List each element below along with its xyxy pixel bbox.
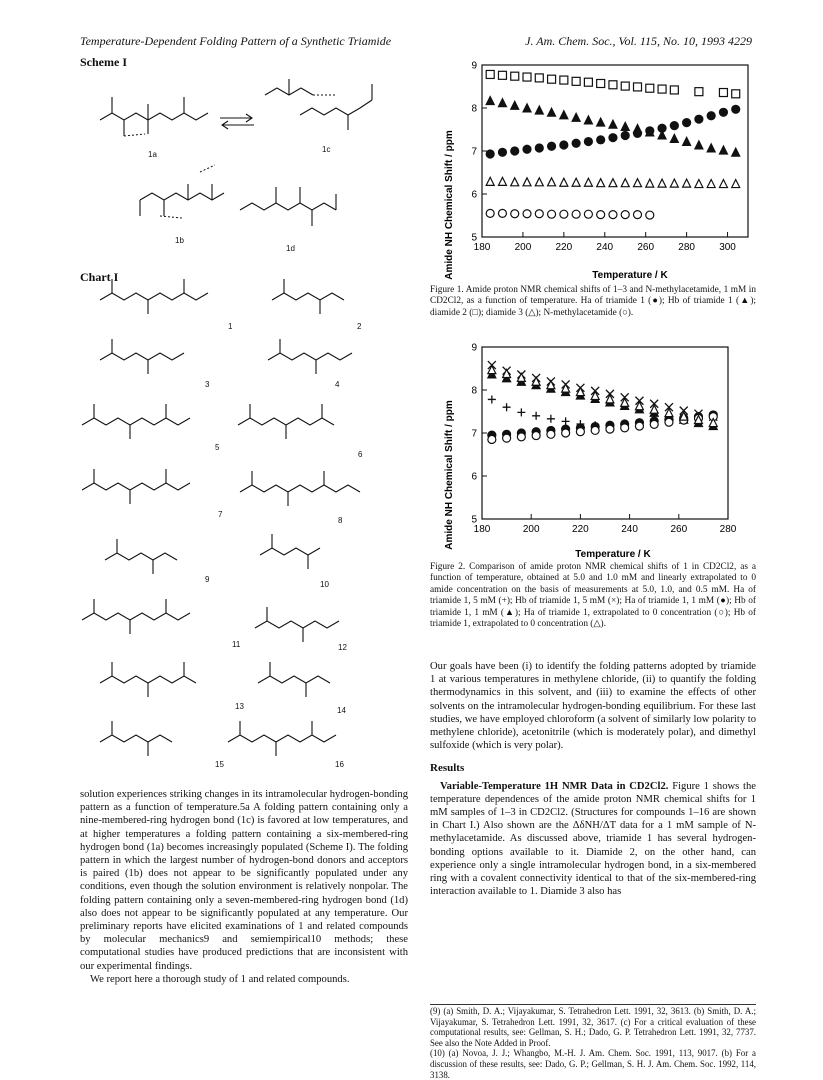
data-point-triangle-filled xyxy=(584,116,592,124)
chart-i-structure-7 xyxy=(82,483,190,490)
data-point-circle-filled xyxy=(584,138,592,146)
data-point-triangle-open xyxy=(523,178,531,186)
data-point-plus xyxy=(562,417,570,425)
data-point-circle-open xyxy=(535,210,543,218)
data-point-square-open xyxy=(535,74,543,82)
data-point-circle-filled xyxy=(719,108,727,116)
x-tick-label: 300 xyxy=(719,242,736,253)
data-point-square-open xyxy=(572,77,580,85)
x-tick-label: 200 xyxy=(514,242,532,253)
data-point-circle-open xyxy=(560,210,568,218)
x-tick-label: 180 xyxy=(473,242,491,253)
figure-2-chart xyxy=(430,335,760,560)
data-point-circle-filled xyxy=(498,148,506,156)
chart-i-structure-2 xyxy=(272,293,344,300)
data-point-triangle-filled xyxy=(486,97,494,105)
compound-number-8: 8 xyxy=(338,516,343,525)
data-point-triangle-open xyxy=(572,178,580,186)
data-point-square-open xyxy=(732,90,740,98)
right-paragraph-1: Our goals have been (i) to identify the folding patterns adopted by triamide 1 at various temperatures in methylene chloride, (ii) to quantify the folding thermodynamics in this solvent, and (iii) to examine the effects of other solvents on the intramolecular hydrogen-bonding equilibrium. For these last studies, we have employed chloroform (a solvent of similarly low polarity to methylene chloride), acetonitrile (which is moderately polar), and dimethyl sulfoxide (which is very polar). xyxy=(430,661,756,752)
data-point-triangle-open xyxy=(486,177,494,185)
data-point-triangle-open xyxy=(695,180,703,188)
data-point-triangle-filled xyxy=(548,108,556,116)
compound-number-7: 7 xyxy=(218,510,223,519)
x-tick-label: 260 xyxy=(637,242,655,253)
chart-i-structure-9 xyxy=(105,553,177,560)
footnote-divider xyxy=(430,1004,756,1005)
y-tick-label: 9 xyxy=(471,342,477,354)
x-tick-label: 220 xyxy=(572,524,589,535)
y-tick-label: 6 xyxy=(471,471,477,483)
data-point-circle-filled xyxy=(523,145,531,153)
data-point-triangle-open xyxy=(683,179,691,187)
left-paragraph-1: solution experiences striking changes in its intramolecular hydrogen-bonding pattern as a function of temperature.5a A folding pattern containing only a nine-membered-ring hydrogen bond (1c) is favored at low temperatures, and at higher temperatures a folding pattern containing a six-membered-ring hydrogen bond (1a) becomes increasingly populated (Scheme I). The folding pattern in which the largest number of hydrogen-bond donors and acceptors is paired (1b) does not appear to be significantly populated under any conditions, even though the solution environment is relatively nonpolar. The folding pattern containing only a seven-membered-ring hydrogen bond (1d) also does not appear to be significantly populated at any temperature. Our preliminary reports have elicited examinations of 1 and related compounds by molecular mechanics9 and semiempirical10 methods; these computational studies have produced predictions that are inconsistent with our experimental findings. xyxy=(80,789,408,972)
data-point-triangle-open xyxy=(609,179,617,187)
y-tick-label: 6 xyxy=(471,189,477,201)
compound-number-5: 5 xyxy=(215,443,220,452)
data-point-triangle-filled xyxy=(719,146,727,154)
data-point-square-open xyxy=(670,86,678,94)
x-tick-label: 180 xyxy=(473,524,491,535)
scheme-label-1a: 1a xyxy=(148,150,157,159)
data-point-circle-open xyxy=(562,429,570,437)
data-point-triangle-filled xyxy=(707,144,715,152)
x-tick-label: 280 xyxy=(719,524,737,535)
scheme-label-1b: 1b xyxy=(175,236,184,245)
data-point-square-open xyxy=(695,88,703,96)
data-point-circle-filled xyxy=(511,147,519,155)
x-tick-label: 260 xyxy=(670,524,688,535)
data-point-plus xyxy=(503,403,511,411)
data-point-circle-open xyxy=(606,425,614,433)
data-point-circle-filled xyxy=(707,112,715,120)
chart-i-structure-10 xyxy=(260,548,320,555)
x-tick-label: 200 xyxy=(522,524,540,535)
chart-i-structure-12 xyxy=(255,621,339,628)
figure-1-caption: Figure 1. Amide proton NMR chemical shifts of 1–3 and N-methylacetamide, 1 mM in CD2Cl2, as a function of temperature. Ha of triamide 1 (●); Hb of triamide 1 (▲); diamide 2 (□); diamide 3 (△); N-methylacetamide (○). xyxy=(430,285,756,318)
data-point-triangle-open xyxy=(591,391,599,399)
chart-i-structure-11 xyxy=(82,613,190,620)
data-point-square-open xyxy=(486,70,494,78)
chart-i-structure-13 xyxy=(100,676,196,683)
y-tick-label: 5 xyxy=(471,514,477,526)
chart-i-structure-14 xyxy=(258,676,330,683)
data-point-circle-open xyxy=(609,211,617,219)
chart-i-structure-16 xyxy=(228,735,336,742)
y-tick-label: 7 xyxy=(471,428,477,440)
data-point-circle-open xyxy=(486,209,494,217)
data-point-circle-filled xyxy=(609,134,617,142)
running-header-journal: J. Am. Chem. Soc., Vol. 115, No. 10, 1993 4229 xyxy=(525,34,752,48)
data-point-triangle-filled xyxy=(609,120,617,128)
data-point-triangle-open xyxy=(562,384,570,392)
data-point-circle-open xyxy=(665,418,673,426)
compound-number-13: 13 xyxy=(235,702,244,711)
data-point-circle-filled xyxy=(634,129,642,137)
y-tick-label: 9 xyxy=(471,60,477,72)
data-point-square-open xyxy=(634,83,642,91)
compound-number-4: 4 xyxy=(335,380,340,389)
figure-2-caption: Figure 2. Comparison of amide proton NMR chemical shifts of 1 in CD2Cl2, as a function of temperature, obtained at 5.0 and 1.0 mM and linearly extrapolated to 0 amide concentration on the basis of measurements at 5.0, 1.0, and 0.5 mM. Ha of triamide 1, 5 mM (+); Hb of triamide 1, 5 mM (×); Ha of triamide 1, 1 mM (●); Hb of triamide 1, 1 mM (▲); Ha of triamide 1, extrapolated to 0 concentration (○); Hb of triamide 1, extrapolated to 0 concentration (△). xyxy=(430,562,756,630)
chart-i-structure-5 xyxy=(82,418,190,425)
compound-number-12: 12 xyxy=(338,643,347,652)
data-point-circle-open xyxy=(532,432,540,440)
x-tick-label: 280 xyxy=(678,242,695,253)
data-point-triangle-open xyxy=(646,179,654,187)
data-point-circle-open xyxy=(488,435,496,443)
results-heading: Results xyxy=(430,762,465,775)
data-point-circle-open xyxy=(646,211,654,219)
chart-i-structure-15 xyxy=(100,735,172,742)
data-point-circle-open xyxy=(584,210,592,218)
data-point-circle-open xyxy=(547,430,555,438)
data-point-triangle-filled xyxy=(560,111,568,119)
y-tick-label: 8 xyxy=(471,385,477,397)
data-point-circle-open xyxy=(548,210,556,218)
data-point-square-open xyxy=(621,82,629,90)
data-point-circle-filled xyxy=(732,105,740,113)
x-tick-label: 240 xyxy=(596,242,614,253)
data-point-plus xyxy=(517,408,525,416)
data-point-triangle-open xyxy=(535,178,543,186)
left-paragraph-2: We report here a thorough study of 1 and related compounds. xyxy=(90,973,350,985)
scheme-title: Scheme I xyxy=(80,55,127,69)
data-point-circle-filled xyxy=(670,122,678,130)
compound-number-3: 3 xyxy=(205,380,210,389)
chart-i-structure-6 xyxy=(238,418,334,425)
data-point-triangle-filled xyxy=(572,113,580,121)
data-point-triangle-open xyxy=(719,180,727,188)
y-tick-label: 8 xyxy=(471,103,477,115)
data-point-square-open xyxy=(646,84,654,92)
compound-number-2: 2 xyxy=(357,322,362,331)
data-point-triangle-open xyxy=(621,179,629,187)
data-point-triangle-filled xyxy=(683,137,691,145)
data-point-circle-open xyxy=(572,210,580,218)
data-point-circle-open xyxy=(523,210,531,218)
data-point-triangle-open xyxy=(732,180,740,188)
results-subheading: Variable-Temperature 1H NMR Data in CD2Cl2. xyxy=(440,780,669,792)
data-point-square-open xyxy=(584,78,592,86)
data-point-circle-open xyxy=(650,420,658,428)
data-point-circle-filled xyxy=(535,144,543,152)
footnote-10: (10) (a) Novoa, J. J.; Whangbo, M.-H. J. Am. Chem. Soc. 1991, 113, 9017. (b) For a discussion of these results, see: Dado, G. P.; Gellman, S. H. J. Am. Chem. Soc. 1992, 114, 3138. xyxy=(430,1048,756,1080)
scheme-label-1c: 1c xyxy=(322,145,331,154)
data-point-triangle-filled xyxy=(670,134,678,142)
data-point-circle-filled xyxy=(572,139,580,147)
data-point-triangle-open xyxy=(560,178,568,186)
chart-i-title: Chart I xyxy=(80,270,119,284)
data-point-triangle-open xyxy=(707,180,715,188)
compound-number-11: 11 xyxy=(232,640,241,649)
chart-i-structure-8 xyxy=(240,485,360,492)
chart-i-structure-3 xyxy=(100,353,184,360)
data-point-triangle-open xyxy=(658,179,666,187)
data-point-triangle-open xyxy=(576,388,584,396)
data-point-triangle-open xyxy=(488,366,496,374)
data-point-triangle-open xyxy=(670,179,678,187)
data-point-plus xyxy=(488,395,496,403)
data-point-triangle-open xyxy=(511,178,519,186)
data-point-triangle-open xyxy=(634,179,642,187)
data-point-square-open xyxy=(609,81,617,89)
figure-1-xlabel: Temperature / K xyxy=(592,270,668,281)
data-point-circle-open xyxy=(517,433,525,441)
y-tick-label: 7 xyxy=(471,146,477,158)
data-point-circle-filled xyxy=(658,124,666,132)
data-point-triangle-filled xyxy=(523,104,531,112)
data-point-circle-open xyxy=(621,424,629,432)
data-point-circle-filled xyxy=(695,115,703,123)
data-point-circle-filled xyxy=(548,142,556,150)
compound-number-16: 16 xyxy=(335,760,344,769)
data-point-circle-filled xyxy=(646,127,654,135)
data-point-square-open xyxy=(511,72,519,80)
figure-2-xlabel: Temperature / K xyxy=(575,549,651,560)
data-point-triangle-filled xyxy=(695,141,703,149)
data-point-plus xyxy=(532,412,540,420)
data-point-square-open xyxy=(597,79,605,87)
data-point-triangle-filled xyxy=(621,122,629,130)
data-point-circle-filled xyxy=(486,150,494,158)
compound-number-14: 14 xyxy=(337,706,346,715)
right-column-text xyxy=(430,660,756,898)
left-column-text xyxy=(80,788,408,986)
data-point-plus xyxy=(547,415,555,423)
data-point-triangle-filled xyxy=(498,99,506,107)
data-point-circle-open xyxy=(635,422,643,430)
data-point-triangle-filled xyxy=(511,101,519,109)
data-point-circle-open xyxy=(498,209,506,217)
data-point-circle-open xyxy=(503,434,511,442)
data-point-circle-filled xyxy=(597,136,605,144)
data-point-circle-filled xyxy=(560,141,568,149)
data-point-square-open xyxy=(523,73,531,81)
compound-number-15: 15 xyxy=(215,760,224,769)
figure-1-ylabel: Amide NH Chemical Shift / ppm xyxy=(444,130,455,280)
data-point-square-open xyxy=(498,71,506,79)
x-tick-label: 240 xyxy=(621,524,638,535)
data-point-square-open xyxy=(560,76,568,84)
data-point-triangle-open xyxy=(548,178,556,186)
compound-number-6: 6 xyxy=(358,450,363,459)
footnote-9: (9) (a) Smith, D. A.; Vijayakumar, S. Tetrahedron Lett. 1991, 32, 3613. (b) Smith, D. A.; Vijayakumar, S. Tetrahedron Lett. 1991, 32, 3617. (c) For a critical evaluation of these computational results, see: Gellman, S. H.; Dado, G. P. Tetrahedron Lett. 1991, 32, 7737. See also the Note Added in Proof. xyxy=(430,1006,756,1048)
data-point-triangle-filled xyxy=(597,118,605,126)
data-point-circle-open xyxy=(597,211,605,219)
x-tick-label: 220 xyxy=(555,242,573,253)
data-point-circle-open xyxy=(511,210,519,218)
y-tick-label: 5 xyxy=(471,232,477,244)
compound-number-9: 9 xyxy=(205,575,210,584)
figure-2-ylabel: Amide NH Chemical Shift / ppm xyxy=(444,400,455,550)
data-point-square-open xyxy=(658,85,666,93)
data-point-circle-open xyxy=(576,428,584,436)
data-point-circle-open xyxy=(591,426,599,434)
data-point-triangle-filled xyxy=(732,148,740,156)
chart-i-structure-1 xyxy=(100,293,208,300)
data-point-triangle-open xyxy=(597,179,605,187)
data-point-triangle-open xyxy=(498,177,506,185)
data-point-circle-open xyxy=(621,211,629,219)
data-point-square-open xyxy=(719,89,727,97)
data-point-triangle-open xyxy=(584,178,592,186)
scheme-label-1d: 1d xyxy=(286,244,295,253)
right-paragraph-2: Figure 1 shows the temperature dependences of the amide proton NMR chemical shifts for 1 mM samples of 1–3 in CD2Cl2. (Structures for compounds 1–16 are shown in Chart I.) Also shown are the ΔδNH/ΔT data for a 1 mM sample of N-methylacetamide. As discussed above, triamide 1 has several hydrogen-bonding options available to it. Diamide 2, on the other hand, can experience only a single intramolecular hydrogen bond, in a six-membered ring with a covalent connectivity identical to that of the six-membered-ring interaction available to 1. Diamide 3 also has xyxy=(430,780,756,898)
data-point-square-open xyxy=(548,75,556,83)
running-header-title: Temperature-Dependent Folding Pattern of a Synthetic Triamide xyxy=(80,34,392,48)
compound-number-1: 1 xyxy=(228,322,233,331)
data-point-triangle-filled xyxy=(535,106,543,114)
data-point-circle-filled xyxy=(621,132,629,140)
chart-i-structure-4 xyxy=(268,353,352,360)
compound-number-10: 10 xyxy=(320,580,329,589)
figure-1-chart xyxy=(430,55,760,285)
data-point-circle-filled xyxy=(683,119,691,127)
data-point-circle-open xyxy=(634,211,642,219)
